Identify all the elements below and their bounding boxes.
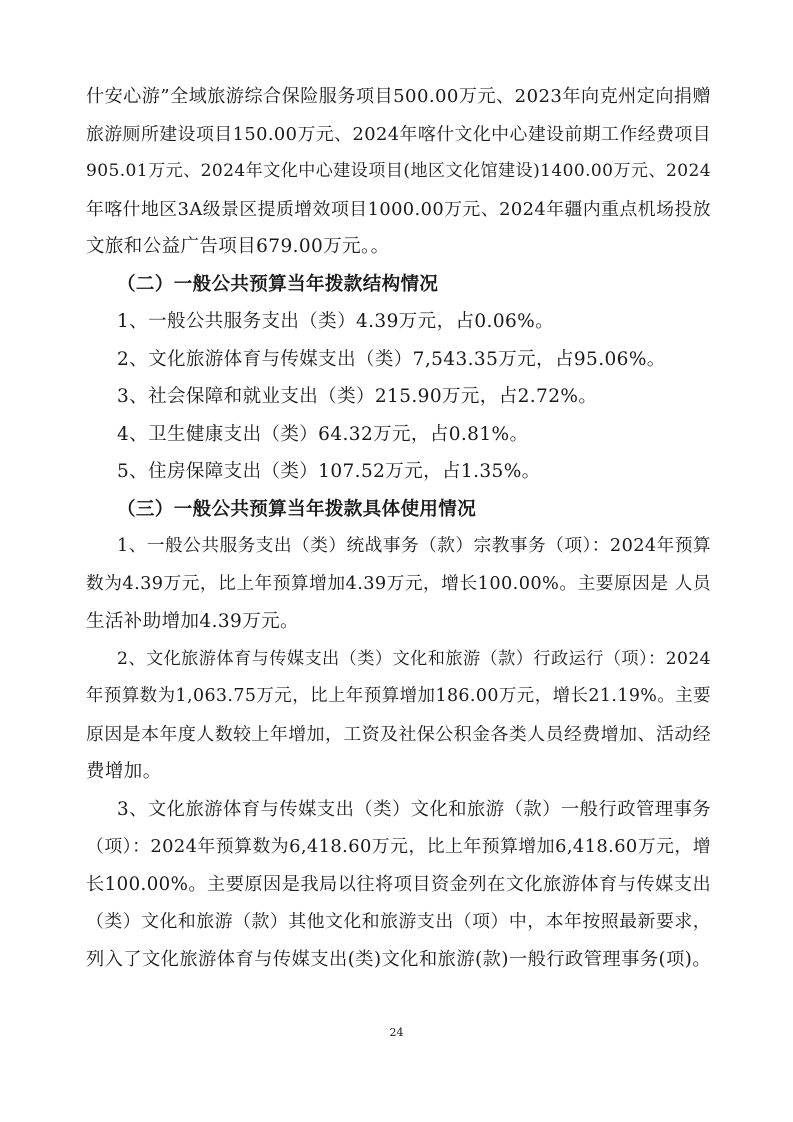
paragraph-line: 旅游厕所建设项目150.00万元、2024年喀什文化中心建设前期工作经费项目 <box>86 123 711 145</box>
paragraph-line: 文旅和公益广告项目679.00万元。。 <box>86 236 390 257</box>
paragraph-line: 1、一般公共服务支出（类）统战事务（款）宗教事务（项）：2024年预算 <box>117 536 711 556</box>
list-item: 1、一般公共服务支出（类）4.39万元，占0.06%。 <box>117 311 555 332</box>
paragraph-line: 生活补助增加4.39万元。 <box>86 611 299 632</box>
paragraph-line: 年喀什地区3A级景区提质增效项目1000.00万元、2024年疆内重点机场投放 <box>86 198 711 220</box>
paragraph-line: 列入了文化旅游体育与传媒支出(类)文化和旅游(款)一般行政管理事务(项)。 <box>86 948 711 970</box>
page-number: 24 <box>389 1026 404 1039</box>
list-item: 2、文化旅游体育与传媒支出（类）7,543.35万元，占95.06%。 <box>117 348 666 370</box>
paragraph-line: 年预算数为1,063.75万元，比上年预算增加186.00万元，增长21.19%。主要 <box>86 686 711 706</box>
paragraph-line: 2、文化旅游体育与传媒支出（类）文化和旅游（款）行政运行（项）：2024 <box>117 648 711 669</box>
paragraph-line: 3、文化旅游体育与传媒支出（类）文化和旅游（款）一般行政管理事务 <box>117 798 711 820</box>
paragraph-line: 什安心游”全域旅游综合保险服务项目500.00万元、2023年向克州定向捐赠 <box>86 86 711 107</box>
section-heading: （二）一般公共预算当年拨款结构情况 <box>117 273 439 295</box>
paragraph-line: （项）：2024年预算数为6,418.60万元，比上年预算增加6,418.60万元，增 <box>86 836 711 857</box>
paragraph-line: 905.01万元、2024年文化中心建设项目(地区文化馆建设)1400.00万元、2024 <box>86 161 711 181</box>
paragraph-line: 数为4.39万元，比上年预算增加4.39万元，增长100.00%。主要原因是 人员 <box>86 573 711 594</box>
section-heading: （三）一般公共预算当年拨款具体使用情况 <box>117 498 477 520</box>
list-item: 4、卫生健康支出（类）64.32万元，占0.81%。 <box>117 423 529 445</box>
list-item: 3、社会保障和就业支出（类）215.90万元，占2.72%。 <box>117 386 598 407</box>
list-item: 5、住房保障支出（类）107.52万元，占1.35%。 <box>117 461 541 482</box>
paragraph-line: （类）文化和旅游（款）其他文化和旅游支出（项）中，本年按照最新要求， <box>86 911 711 932</box>
document-body <box>86 78 711 978</box>
paragraph-line: 长100.00%。主要原因是我局以往将项目资金列在文化旅游体育与传媒支出 <box>86 873 711 895</box>
paragraph-line: 费增加。 <box>86 761 162 782</box>
paragraph-line: 原因是本年度人数较上年增加，工资及社保公积金各类人员经费增加、活动经 <box>86 723 711 745</box>
